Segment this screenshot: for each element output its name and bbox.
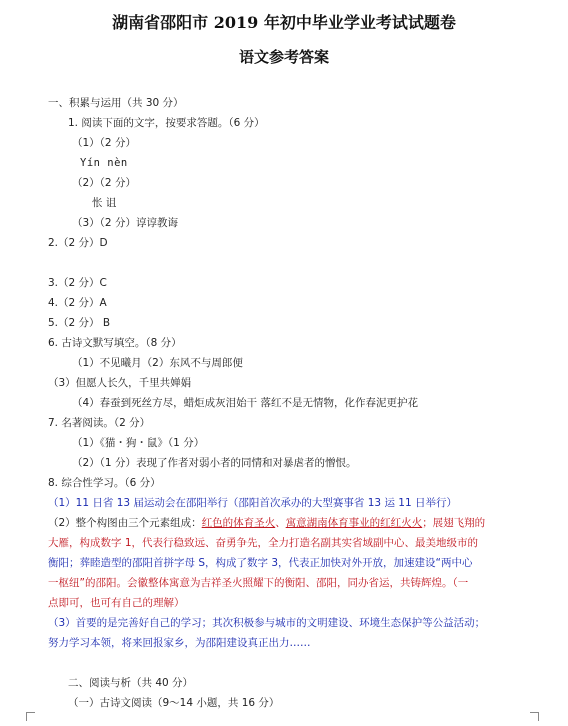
answer-segment-red: 寓意湖南体育事业的红红火火: [285, 517, 423, 529]
answer-line-red: 点即可，也可有自己的理解）: [48, 597, 185, 609]
answer-line: （1）不见曦月（2）东风不与周郎便: [72, 357, 243, 369]
answer-line: （1）《猫・狗・鼠》（1 分）: [72, 437, 205, 449]
question-line: 6. 古诗文默写填空。（8 分）: [48, 337, 182, 349]
answer-line-blue: （3）首要的是完善好自己的学习；其次积极参与城市的文明建设、环境生态保护等公益活动；: [48, 617, 486, 629]
answer-line: Yín nèn: [80, 157, 128, 169]
question-line: 8. 综合性学习。（6 分）: [48, 477, 161, 489]
section-heading: 一、积累与运用（共 30 分）: [48, 97, 184, 109]
question-line: （一）古诗文阅读（9～14 小题，共 16 分）: [68, 697, 280, 709]
answer-line: 4.（2 分）A: [48, 297, 107, 309]
answer-segment-red: 、: [275, 517, 286, 529]
answer-segment-red: 红色的体育圣火: [201, 517, 276, 529]
answer-line-red: 大雁，构成数字 1，代表行稳致远、奋勇争先，全力打造名副其实省域副中心、最美地级市的: [48, 537, 479, 549]
answer-line: （2）（1 分）表现了作者对弱小者的同情和对暴虐者的憎恨。: [72, 457, 357, 469]
answer-segment-red: ；展翅飞翔的: [422, 517, 486, 529]
answer-line-mixed: [48, 516, 485, 530]
answer-line: （1）（2 分）: [72, 137, 136, 149]
margin-corner-mark: [530, 712, 539, 721]
answer-segment: （2）整个构图由三个元素组成：: [48, 517, 202, 529]
question-line: 7. 名著阅读。（2 分）: [48, 417, 151, 429]
answer-segment-blue: 衡阳；葬睦造型的邵阳首拼字母 S，构成了数字 3，代表正加快对外开放，加速建设“两中心: [48, 557, 473, 569]
margin-corner-mark: [26, 712, 35, 721]
document-subtitle: 语文参考答案: [238, 48, 329, 66]
section-heading: 二、阅读与析（共 40 分）: [68, 677, 194, 689]
answer-line: （3）但愿人长久，千里共婵娟: [48, 377, 192, 389]
answer-line: 怅 诅: [92, 197, 117, 209]
answer-line: （1）11 日省 13 届运动会在邵阳举行（邵阳首次承办的大型赛事省 13 运 11 日举行）: [48, 497, 457, 509]
answer-line: （2）（2 分）: [72, 177, 136, 189]
answer-line-blue: 努力学习本领，将来回报家乡，为邵阳建设真正出力……: [48, 637, 311, 649]
document-title: 湖南省邵阳市 2019 年初中毕业学业考试试题卷: [112, 13, 456, 32]
answer-line: （4）春蚕到死丝方尽，蜡炬成灰泪始干 落红不是无情物，化作春泥更护花: [72, 397, 419, 409]
question-line: 1. 阅读下面的文字，按要求答题。（6 分）: [68, 117, 265, 129]
answer-line: 5.（2 分） B: [48, 317, 111, 329]
answer-line: （3）（2 分）谆谆教诲: [72, 217, 178, 229]
answer-line-blue: [48, 556, 472, 570]
answer-line-red: 一枢纽”的邵阳。会徽整体寓意为吉祥圣火照耀下的衡阳、邵阳，同办省运，共铸辉煌。（一: [48, 577, 469, 589]
answer-line: 2.（2 分）D: [48, 237, 108, 249]
answer-line: 3.（2 分）C: [48, 277, 107, 289]
